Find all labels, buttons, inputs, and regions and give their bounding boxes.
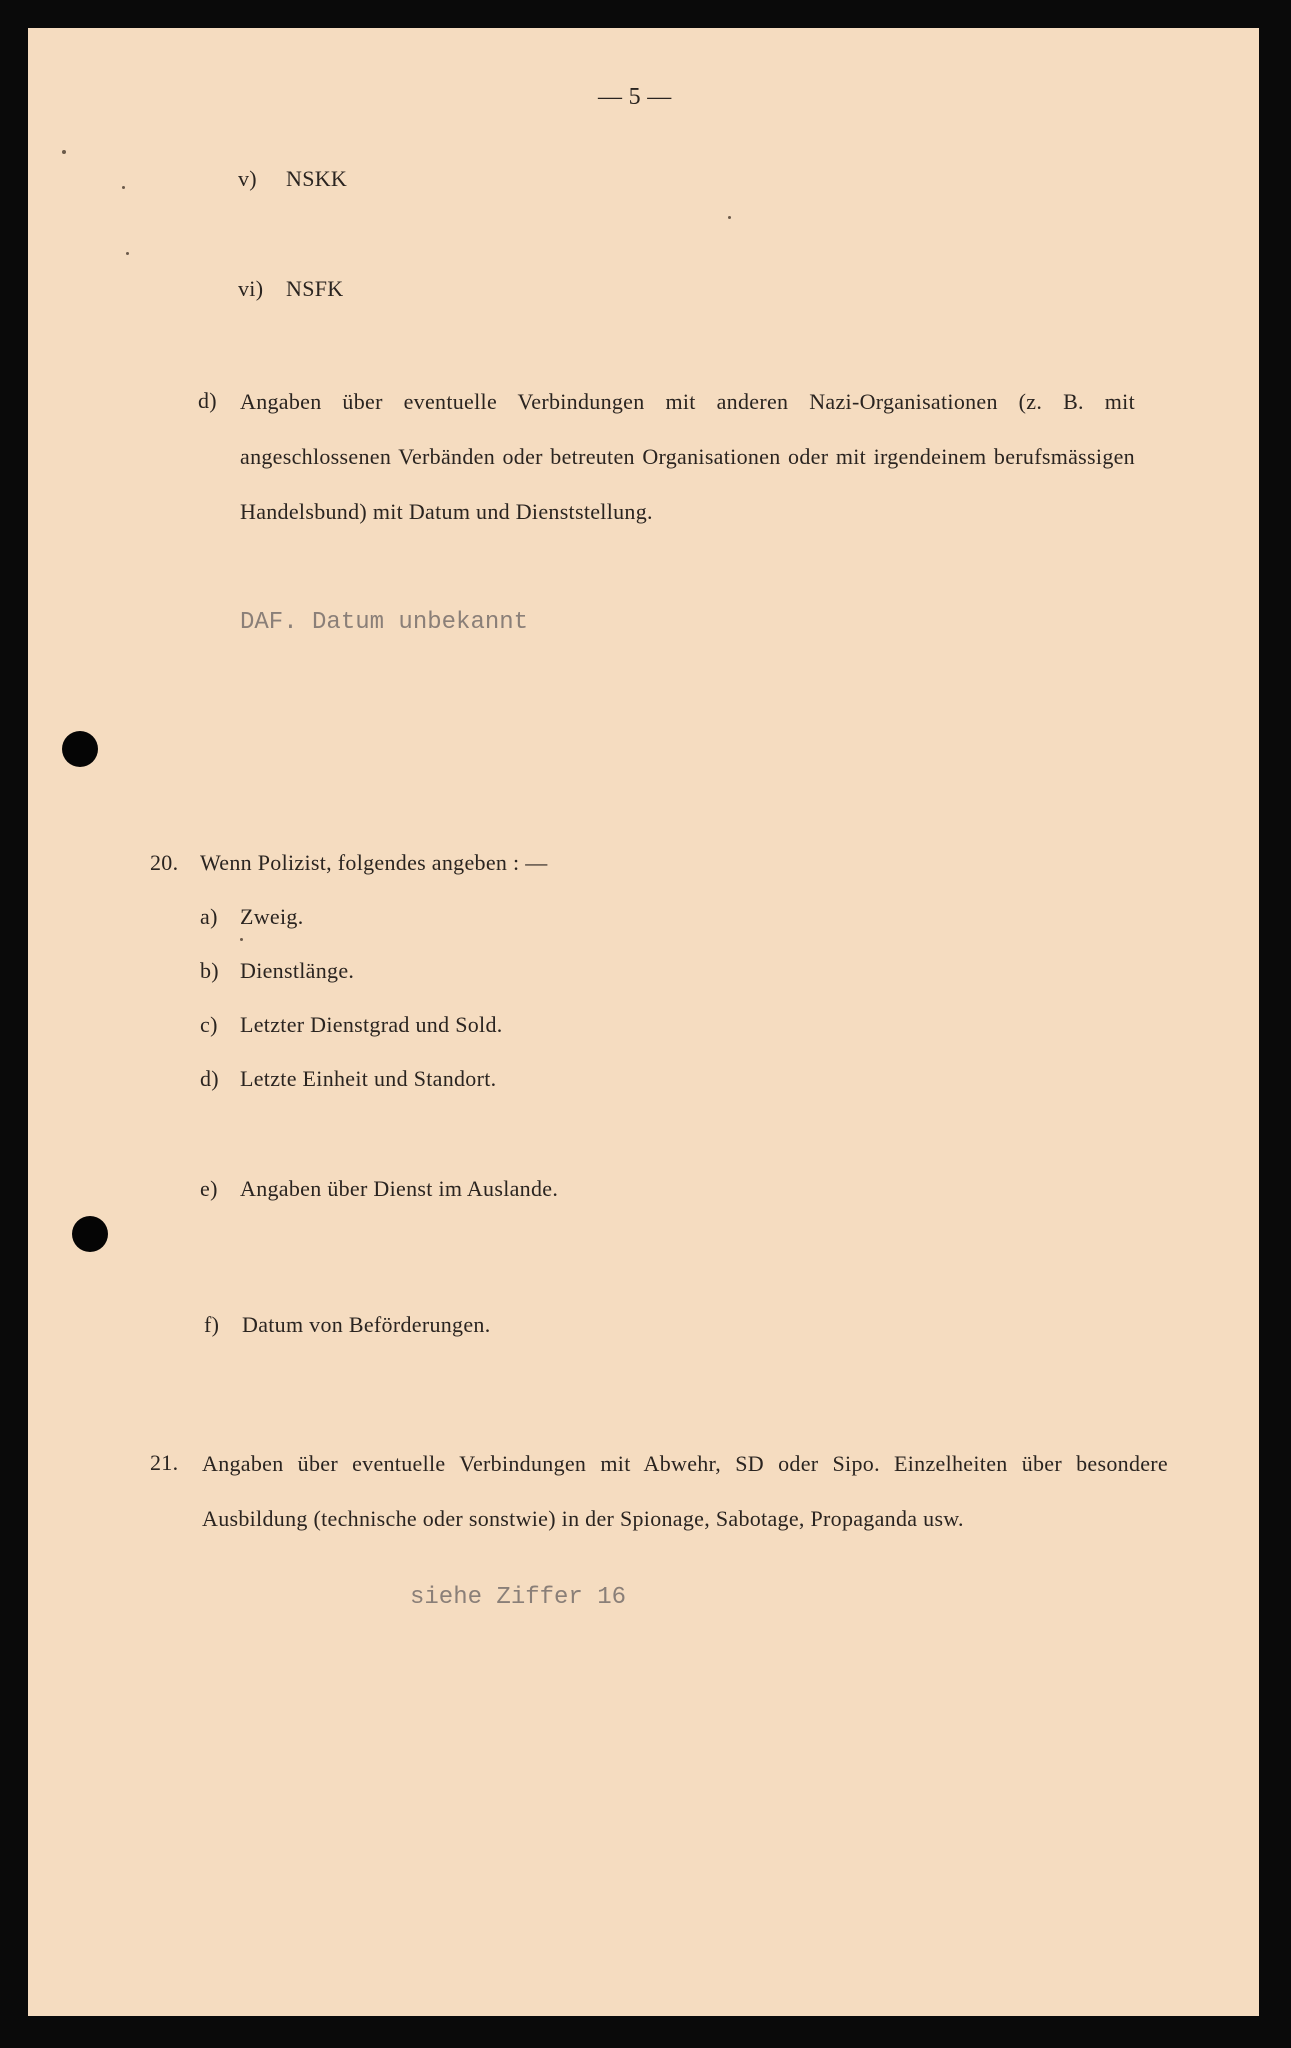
punch-hole bbox=[62, 731, 98, 767]
q20-text-e: Angaben über Dienst im Auslande. bbox=[240, 1176, 559, 1201]
punch-hole bbox=[72, 1216, 108, 1252]
item-label-nskk: NSKK bbox=[286, 166, 348, 191]
q20-text-b: Dienstlänge. bbox=[240, 958, 355, 983]
paper-speck bbox=[240, 938, 243, 941]
typed-answer-daf: DAF. Datum unbekannt bbox=[240, 609, 529, 636]
document-page bbox=[28, 28, 1259, 2016]
q20-marker-a: a) bbox=[200, 904, 218, 929]
q20-text-f: Datum von Beförderungen. bbox=[242, 1312, 491, 1337]
q20-marker-d: d) bbox=[200, 1066, 219, 1091]
item-marker-d: d) bbox=[198, 388, 217, 413]
paper-speck bbox=[122, 186, 125, 189]
typed-answer-ziffer: siehe Ziffer 16 bbox=[410, 1584, 627, 1611]
question-20-number: 20. bbox=[150, 850, 179, 875]
q20-marker-c: c) bbox=[200, 1012, 218, 1037]
question-20-title: Wenn Polizist, folgendes angeben : — bbox=[200, 850, 548, 875]
item-marker-v: v) bbox=[238, 166, 257, 191]
q20-marker-e: e) bbox=[200, 1176, 218, 1201]
q20-marker-b: b) bbox=[200, 958, 219, 983]
section-d-text: Angaben über eventuelle Verbindungen mit anderen Nazi-Organisationen (z. B. mit angeschlossenen Verbänden oder betreuten Organisationen oder mit irgendeinem berufsmässigen Handelsbund) mit Datum und Dienststellung. bbox=[240, 389, 1135, 524]
page-number: — 5 — bbox=[598, 84, 672, 110]
question-21-number: 21. bbox=[150, 1450, 179, 1475]
question-21-text: Angaben über eventuelle Verbindungen mit Abwehr, SD oder Sipo. Einzelheiten über besondere Ausbildung (technische oder sonstwie) in der Spionage, Sabotage, Propaganda usw. bbox=[202, 1451, 1168, 1531]
q20-text-a: Zweig. bbox=[240, 904, 304, 929]
q20-text-c: Letzter Dienstgrad und Sold. bbox=[240, 1012, 503, 1037]
paper-speck bbox=[728, 216, 731, 219]
item-marker-vi: vi) bbox=[238, 276, 264, 301]
q20-text-d: Letzte Einheit und Standort. bbox=[240, 1066, 497, 1091]
paper-speck bbox=[126, 252, 129, 255]
item-label-nsfk: NSFK bbox=[286, 276, 344, 301]
paper-speck bbox=[62, 150, 66, 154]
q20-marker-f: f) bbox=[204, 1312, 220, 1337]
